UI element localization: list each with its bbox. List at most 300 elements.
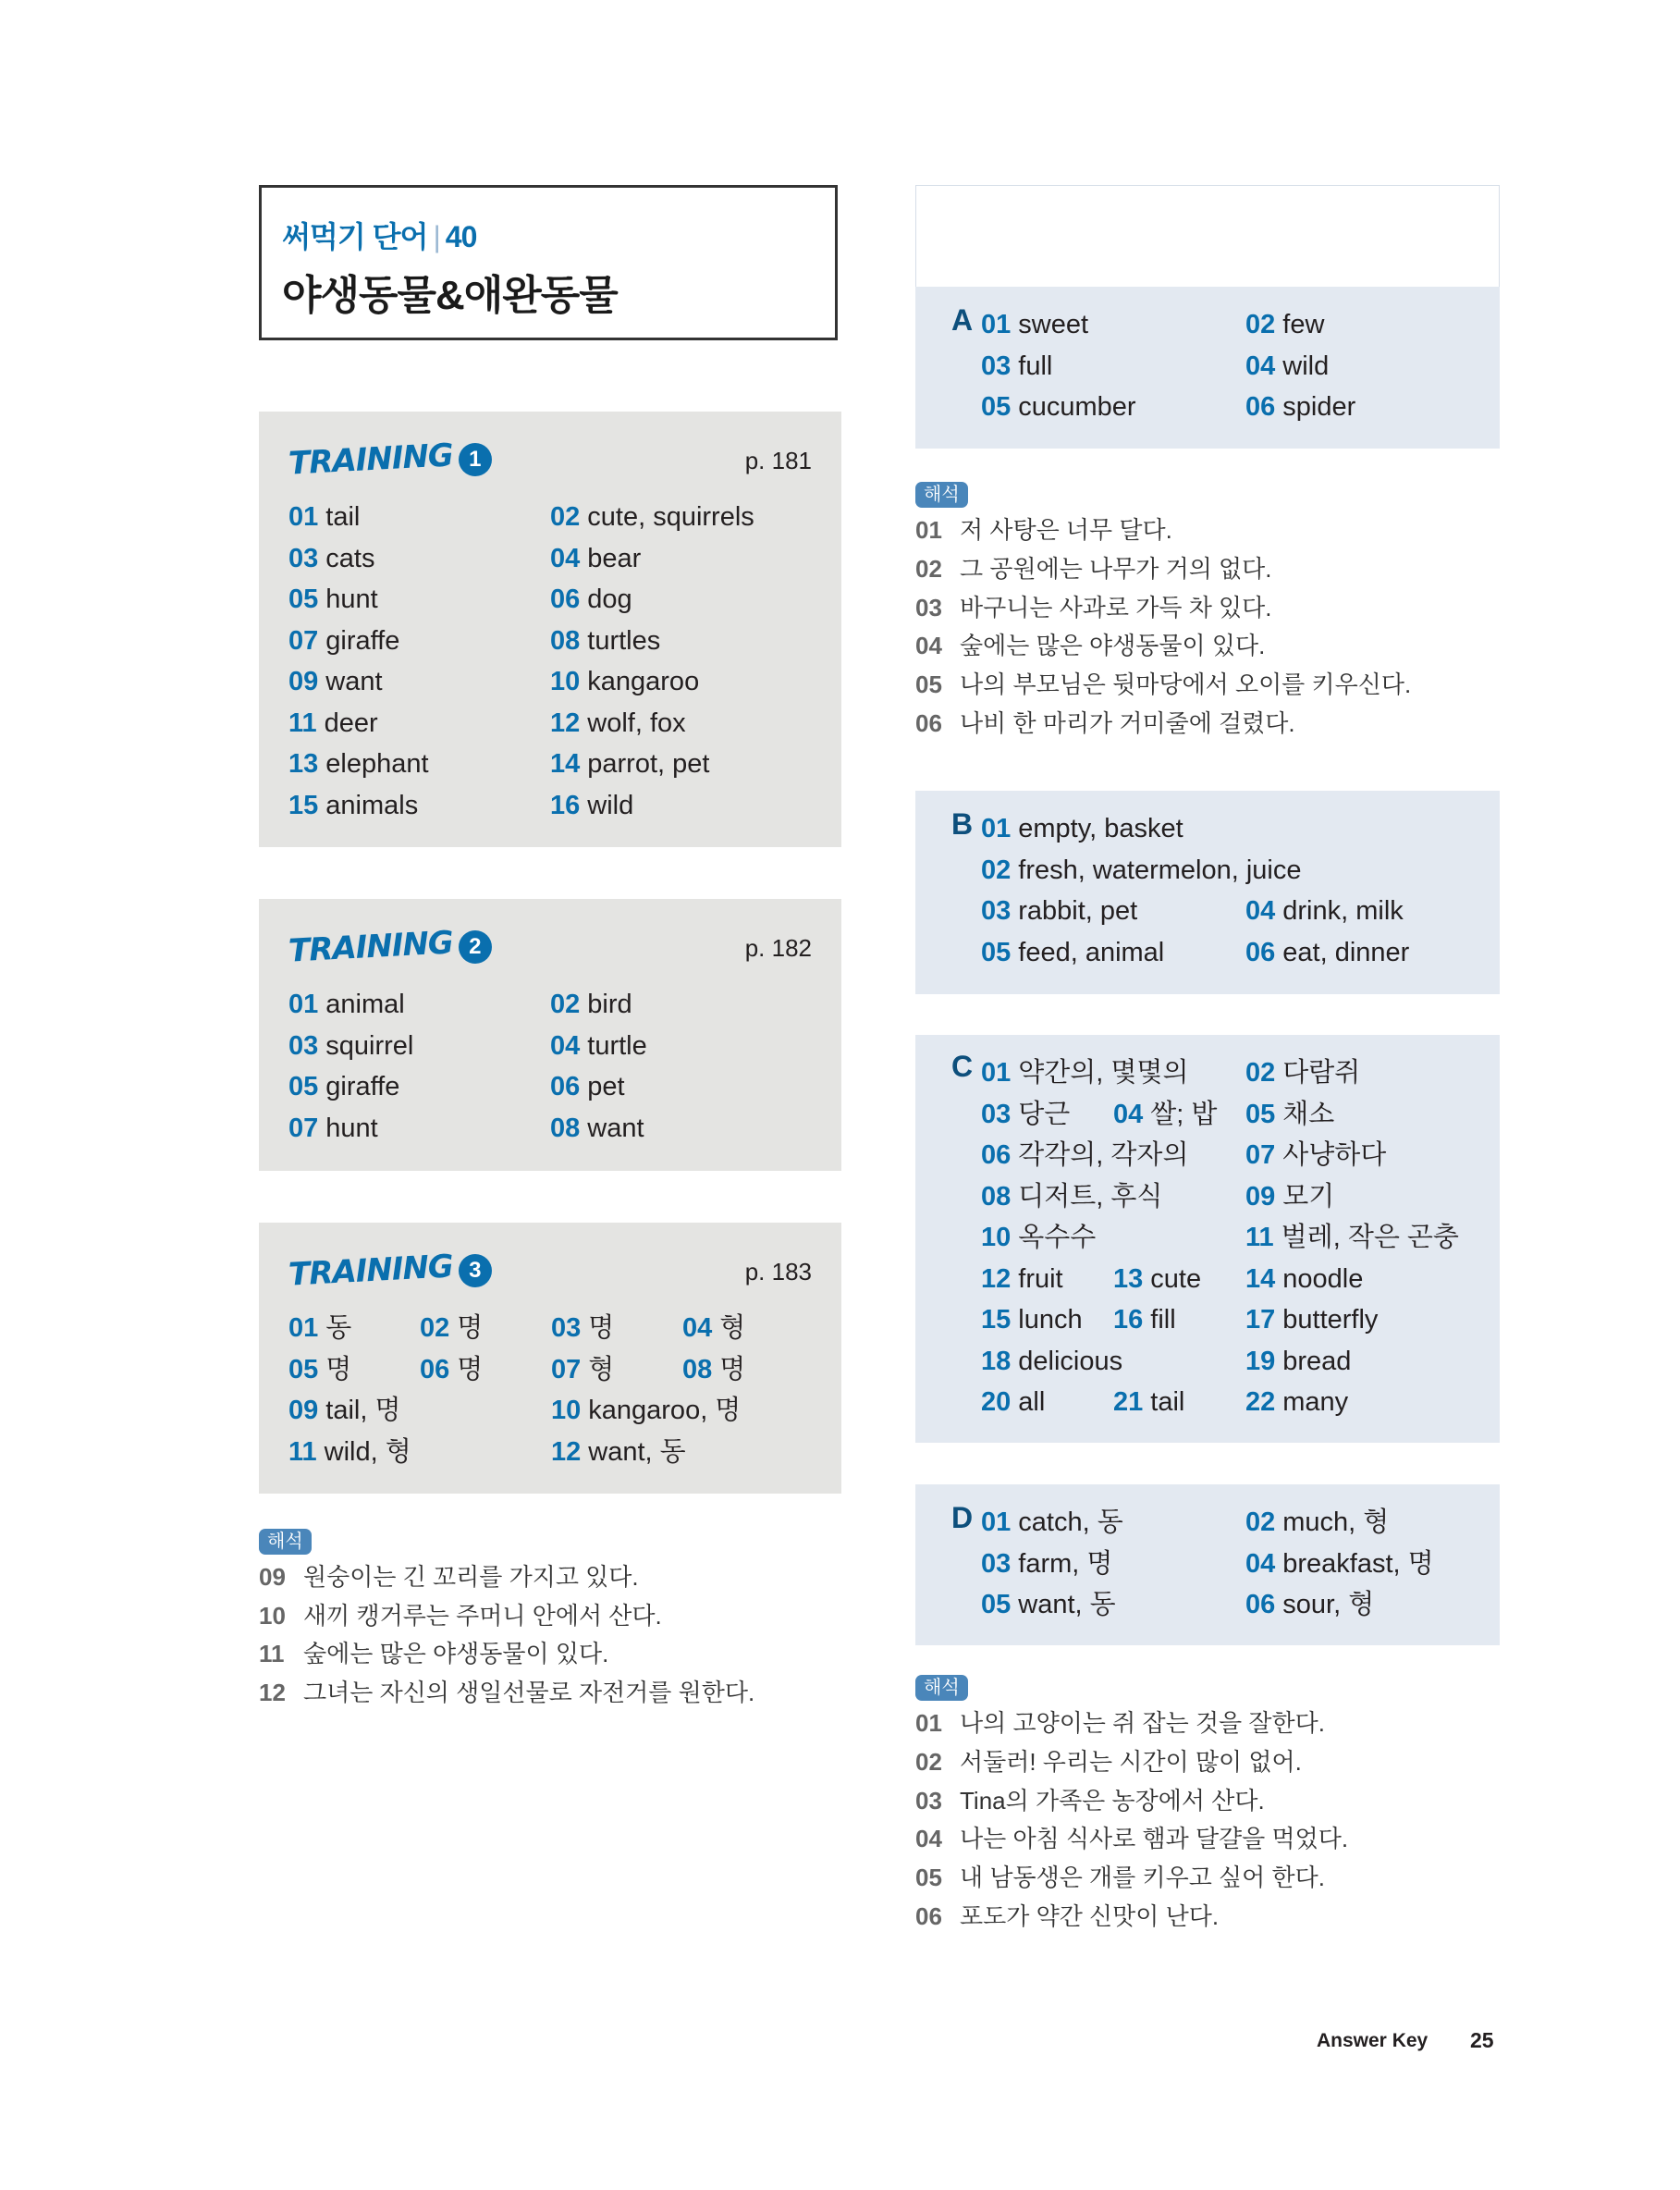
answer-number: 06: [550, 584, 581, 614]
answer-text: full: [1018, 351, 1053, 381]
answer-item: [981, 1052, 1189, 1094]
answer-number: 09: [1245, 1181, 1276, 1212]
translation-line: [915, 589, 1411, 628]
answer-number: 16: [1113, 1305, 1144, 1335]
answer-item: [288, 1390, 420, 1432]
training-logo: TRAINING: [288, 924, 454, 970]
translation-line: [259, 1635, 754, 1674]
answer-number: 03: [981, 351, 1012, 381]
training-logo: TRAINING: [288, 437, 454, 483]
series-label: 써먹기 단어: [282, 220, 428, 253]
translation-text: 저 사탕은 너무 달다.: [960, 516, 1172, 544]
answer-text: bread: [1282, 1346, 1352, 1376]
answer-item: [981, 1217, 1113, 1259]
answer-number: 01: [981, 1058, 1012, 1088]
training-3-grid: [288, 1308, 814, 1472]
empty-cell: [1113, 1217, 1245, 1259]
answer-number: 22: [1245, 1387, 1276, 1417]
answer-number: 01: [981, 814, 1012, 843]
answer-text: 디저트, 후식: [1018, 1181, 1163, 1212]
training-2-box: [259, 899, 841, 1171]
answer-number: 15: [288, 790, 319, 820]
answer-text: fill: [1150, 1305, 1176, 1335]
section-b-grid: [981, 808, 1410, 973]
answer-text: farm, 명: [1018, 1548, 1113, 1579]
translation-number: 11: [259, 1640, 285, 1667]
training-heading: [288, 437, 492, 483]
answer-text: fruit: [1018, 1263, 1063, 1294]
answer-number: 19: [1245, 1346, 1276, 1376]
translation-line: [915, 627, 1411, 666]
answer-number: 05: [981, 392, 1012, 422]
answer-number: 08: [550, 625, 581, 656]
answer-number: 17: [1245, 1305, 1276, 1335]
empty-cell: [420, 1390, 551, 1432]
training-number-badge: 2: [459, 930, 492, 964]
section-letter: C: [951, 1050, 974, 1083]
translation-number: 04: [915, 632, 942, 660]
answer-number: 02: [550, 990, 581, 1019]
answer-item: [1245, 1217, 1459, 1259]
training-1-grid: [288, 497, 812, 826]
answer-item: [981, 808, 1183, 850]
answer-item: [981, 1544, 1113, 1585]
answer-text: breakfast, 명: [1282, 1548, 1434, 1579]
answer-number: 10: [550, 667, 581, 696]
answer-item: [682, 1308, 814, 1349]
section-letter: D: [951, 1501, 974, 1534]
answer-item: [550, 785, 812, 827]
answer-text: 벌레, 작은 곤충: [1281, 1223, 1459, 1252]
training-heading: [288, 924, 492, 970]
translation-text: 바구니는 사과로 가득 차 있다.: [960, 593, 1272, 621]
empty-cell: [1113, 1052, 1245, 1094]
answer-number: 12: [551, 1436, 582, 1467]
answer-number: 08: [682, 1354, 713, 1384]
page-reference: p. 181: [744, 447, 812, 474]
answer-number: 04: [550, 543, 581, 573]
translation-number: 05: [915, 1864, 942, 1892]
empty-cell: [1113, 891, 1245, 932]
answer-item: [981, 1259, 1113, 1300]
answer-number: 10: [551, 1396, 582, 1425]
answer-item: [981, 1135, 1189, 1176]
answer-item: [1245, 1135, 1387, 1176]
empty-cell: [682, 1390, 814, 1432]
answer-number: 03: [981, 896, 1012, 926]
answer-text: turtle: [587, 1030, 647, 1061]
answer-text: much, 형: [1282, 1507, 1390, 1537]
answer-number: 04: [1245, 896, 1276, 926]
answer-item: [551, 1308, 682, 1349]
answer-item: [1245, 1094, 1378, 1136]
answer-text: deer: [324, 707, 378, 738]
answer-text: fresh, watermelon, juice: [1018, 855, 1302, 885]
translation-line: [915, 1782, 1348, 1821]
answer-number: 05: [288, 1072, 319, 1101]
empty-cell: [1113, 1341, 1245, 1383]
answer-item: [1245, 1259, 1378, 1300]
training-1-box: [259, 412, 841, 847]
empty-cell: [1245, 808, 1378, 850]
answer-number: 03: [551, 1313, 582, 1343]
translation-number: 05: [915, 671, 942, 699]
answer-item: [288, 1026, 550, 1067]
answer-number: 03: [288, 543, 319, 573]
answer-number: 20: [981, 1387, 1012, 1417]
answer-number: 16: [550, 790, 581, 820]
translation-section-d: [915, 1672, 1348, 1937]
answer-item: [981, 850, 1302, 892]
answer-number: 04: [1245, 1548, 1276, 1579]
answer-text: feed, animal: [1018, 937, 1165, 967]
answer-text: cute, squirrels: [587, 502, 754, 532]
answer-item: [981, 387, 1136, 428]
answer-text: elephant: [325, 749, 429, 779]
answer-text: 동: [325, 1313, 352, 1343]
answer-item: [288, 1108, 550, 1150]
answer-item: [1245, 1544, 1434, 1585]
training-logo: TRAINING: [288, 1248, 454, 1294]
blank-header-box: [915, 185, 1500, 287]
answer-item: [981, 304, 1113, 346]
empty-cell: [1113, 346, 1245, 388]
empty-cell: [1113, 1502, 1245, 1544]
answer-item: [1245, 346, 1378, 388]
translation-number: 02: [915, 554, 942, 583]
answer-number: 21: [1113, 1387, 1144, 1417]
translation-badge: 해석: [915, 1675, 968, 1701]
empty-cell: [682, 1432, 814, 1473]
answer-number: 06: [1245, 937, 1276, 967]
answer-item: [1245, 891, 1404, 932]
answer-text: 명: [457, 1313, 484, 1343]
answer-number: 01: [981, 1507, 1012, 1537]
answer-number: 05: [288, 584, 319, 614]
answer-item: [551, 1349, 682, 1391]
answer-item: [1245, 1299, 1378, 1341]
answer-text: 모기: [1282, 1181, 1335, 1212]
answer-item: [288, 538, 550, 580]
answer-number: 09: [288, 667, 319, 696]
answer-text: rabbit, pet: [1018, 896, 1138, 926]
translation-text: 나의 부모님은 뒷마당에서 오이를 키우신다.: [960, 671, 1412, 699]
answer-text: animal: [325, 990, 405, 1019]
answer-text: hunt: [325, 1113, 378, 1143]
answer-number: 06: [550, 1072, 581, 1101]
empty-cell: [1245, 850, 1378, 892]
answer-item: [981, 891, 1138, 932]
empty-cell: [1113, 850, 1245, 892]
answer-number: 04: [550, 1030, 581, 1061]
training-2-grid: [288, 984, 812, 1149]
answer-item: [981, 1094, 1113, 1136]
translation-number: 01: [915, 516, 942, 544]
training-3-box: [259, 1223, 841, 1494]
answer-number: 18: [981, 1346, 1012, 1376]
training-number-badge: 3: [459, 1254, 492, 1287]
section-c-box: [915, 1035, 1500, 1443]
answer-number: 05: [981, 937, 1012, 967]
answer-text: 옥수수: [1018, 1223, 1097, 1252]
answer-text: tail, 명: [325, 1396, 401, 1425]
translation-number: 06: [915, 1901, 942, 1930]
answer-number: 06: [420, 1354, 450, 1384]
answer-text: 형: [588, 1354, 615, 1384]
empty-cell: [1113, 932, 1245, 974]
answer-item: [1245, 387, 1378, 428]
answer-number: 03: [981, 1099, 1012, 1129]
answer-number: 01: [288, 990, 319, 1019]
answer-number: 12: [550, 707, 581, 738]
answer-text: bear: [587, 543, 642, 573]
answer-item: [981, 1502, 1123, 1544]
answer-text: eat, dinner: [1282, 937, 1410, 967]
answer-text: cats: [325, 543, 375, 573]
answer-item: [288, 1432, 420, 1473]
translation-badge: 해석: [259, 1529, 312, 1555]
footer-label: Answer Key: [1317, 2030, 1429, 2051]
answer-number: 04: [1245, 351, 1276, 381]
answer-text: 약간의, 몇몇의: [1018, 1058, 1189, 1088]
answer-number: 02: [1245, 310, 1276, 339]
answer-text: wild: [587, 790, 634, 820]
answer-text: all: [1018, 1387, 1046, 1417]
answer-text: want: [325, 667, 383, 696]
answer-text: 각각의, 각자의: [1018, 1140, 1189, 1170]
answer-text: turtles: [587, 625, 661, 656]
answer-number: 10: [981, 1223, 1012, 1252]
empty-cell: [420, 1432, 551, 1473]
answer-number: 06: [981, 1140, 1012, 1170]
answer-text: few: [1282, 310, 1325, 339]
translation-number: 03: [915, 1786, 942, 1815]
answer-item: [981, 1382, 1113, 1423]
translation-text: 내 남동생은 개를 키우고 싶어 한다.: [960, 1864, 1325, 1892]
answer-item: [981, 932, 1165, 974]
answer-item: [288, 579, 550, 621]
translation-text: 숲에는 많은 야생동물이 있다.: [303, 1640, 609, 1667]
translation-number: 01: [915, 1709, 942, 1737]
answer-item: [1245, 932, 1410, 974]
answer-item: [420, 1349, 551, 1391]
answer-number: 08: [981, 1181, 1012, 1212]
answer-text: cucumber: [1018, 392, 1136, 422]
answer-item: [288, 1066, 550, 1108]
answer-text: tail: [1150, 1387, 1185, 1417]
answer-text: want, 동: [588, 1436, 686, 1467]
answer-item: [981, 1341, 1123, 1383]
translation-line: [915, 550, 1411, 589]
answer-text: animals: [325, 790, 419, 820]
answer-item: [550, 661, 812, 703]
lesson-header: [259, 185, 838, 340]
lesson-title: 야생동물&애완동물: [282, 273, 618, 318]
translation-text: 그녀는 자신의 생일선물로 자전거를 원한다.: [303, 1678, 755, 1706]
answer-item: [1113, 1259, 1245, 1300]
answer-number: 11: [288, 707, 317, 738]
section-d-box: [915, 1484, 1500, 1645]
answer-item: [288, 703, 550, 744]
answer-item: [551, 1390, 742, 1432]
answer-item: [288, 984, 550, 1026]
answer-item: [1245, 1382, 1378, 1423]
translation-line: [915, 705, 1411, 744]
answer-number: 01: [981, 310, 1012, 339]
answer-number: 07: [551, 1354, 582, 1384]
empty-cell: [1113, 808, 1245, 850]
translation-line: [915, 1859, 1348, 1898]
answer-number: 08: [550, 1113, 581, 1143]
translation-number: 10: [259, 1601, 286, 1630]
translation-number: 02: [915, 1747, 942, 1776]
answer-number: 01: [288, 1313, 319, 1343]
answer-item: [550, 579, 812, 621]
answer-text: 사냥하다: [1282, 1140, 1387, 1170]
answer-item: [288, 785, 550, 827]
answer-item: [550, 984, 812, 1026]
answer-item: [550, 703, 812, 744]
answer-number: 05: [288, 1354, 319, 1384]
translation-text: 서둘러! 우리는 시간이 많이 없어.: [960, 1747, 1302, 1776]
lesson-number: 40: [445, 220, 477, 253]
training-heading: [288, 1248, 492, 1294]
answer-number: 12: [981, 1263, 1012, 1294]
answer-number: 13: [1113, 1263, 1144, 1294]
answer-text: wild, 형: [324, 1436, 411, 1467]
answer-text: dog: [587, 584, 632, 614]
answer-item: [550, 1026, 812, 1067]
page-reference: p. 182: [744, 934, 812, 962]
answer-text: giraffe: [325, 1072, 400, 1101]
answer-text: 형: [719, 1313, 746, 1343]
answer-text: many: [1282, 1387, 1349, 1417]
translation-number: 03: [915, 593, 942, 621]
page-number: 25: [1470, 2028, 1494, 2052]
lesson-series: [282, 214, 476, 256]
translation-text: 포도가 약간 신맛이 난다.: [960, 1901, 1220, 1930]
answer-text: tail: [325, 502, 361, 532]
answer-text: want, 동: [1018, 1590, 1116, 1619]
answer-item: [981, 346, 1113, 388]
answer-text: catch, 동: [1018, 1507, 1123, 1537]
answer-text: wolf, fox: [587, 707, 686, 738]
answer-item: [1113, 1094, 1245, 1136]
translation-line: [259, 1558, 754, 1597]
answer-number: 15: [981, 1305, 1012, 1335]
section-a-box: [915, 287, 1500, 449]
answer-item: [1245, 1176, 1378, 1218]
empty-cell: [1113, 1135, 1245, 1176]
answer-text: parrot, pet: [587, 749, 710, 779]
answer-text: delicious: [1018, 1346, 1123, 1376]
answer-item: [981, 1584, 1116, 1626]
page-reference: p. 183: [744, 1258, 812, 1286]
answer-number: 14: [550, 749, 581, 779]
answer-number: 04: [682, 1313, 713, 1343]
answer-item: [682, 1349, 814, 1391]
answer-text: sweet: [1018, 310, 1089, 339]
answer-item: [550, 1066, 812, 1108]
translation-text: 새끼 캥거루는 주머니 안에서 산다.: [303, 1601, 662, 1630]
answer-text: 명: [588, 1313, 615, 1343]
translation-number: 09: [259, 1563, 286, 1591]
answer-number: 14: [1245, 1263, 1276, 1294]
answer-text: empty, basket: [1018, 814, 1183, 843]
translation-training-3: [259, 1526, 754, 1712]
answer-text: 채소: [1282, 1099, 1335, 1129]
answer-item: [288, 497, 550, 538]
answer-text: 명: [325, 1354, 352, 1384]
answer-text: 당근: [1018, 1099, 1071, 1129]
answer-number: 07: [288, 1113, 319, 1143]
translation-line: [915, 511, 1411, 550]
answer-item: [981, 1176, 1163, 1218]
answer-item: [550, 621, 812, 662]
answer-item: [981, 1299, 1113, 1341]
answer-number: 05: [1245, 1099, 1276, 1129]
answer-item: [1245, 1052, 1378, 1094]
answer-number: 04: [1113, 1099, 1144, 1129]
answer-item: [420, 1308, 551, 1349]
empty-cell: [1113, 1544, 1245, 1585]
translation-line: [915, 666, 1411, 705]
translation-text: 원숭이는 긴 꼬리를 가지고 있다.: [303, 1563, 639, 1591]
answer-text: 명: [719, 1354, 746, 1384]
answer-text: cute: [1150, 1263, 1202, 1294]
empty-cell: [1113, 1176, 1245, 1218]
answer-item: [288, 744, 550, 785]
answer-number: 02: [420, 1313, 450, 1343]
answer-number: 11: [1245, 1223, 1274, 1252]
answer-item: [550, 1108, 812, 1150]
translation-number: 12: [259, 1678, 286, 1706]
answer-number: 03: [288, 1030, 319, 1061]
translation-number: 06: [915, 708, 942, 737]
translation-line: [915, 1743, 1348, 1782]
empty-cell: [1113, 387, 1245, 428]
answer-item: [288, 1308, 420, 1349]
answer-item: [288, 1349, 420, 1391]
answer-text: drink, milk: [1282, 896, 1404, 926]
answer-number: 01: [288, 502, 319, 532]
section-letter: A: [951, 303, 974, 337]
empty-cell: [1113, 304, 1245, 346]
answer-text: hunt: [325, 584, 378, 614]
empty-cell: [1113, 1584, 1245, 1626]
translation-line: [915, 1704, 1348, 1743]
translation-text: 나의 고양이는 쥐 잡는 것을 잘한다.: [960, 1709, 1325, 1737]
answer-number: 02: [981, 855, 1012, 885]
section-b-box: [915, 791, 1500, 994]
translation-line: [915, 1898, 1348, 1937]
answer-item: [550, 538, 812, 580]
answer-number: 02: [1245, 1507, 1276, 1537]
translation-text: 나비 한 마리가 거미줄에 걸렸다.: [960, 708, 1295, 737]
answer-item: [551, 1432, 686, 1473]
answer-number: 07: [1245, 1140, 1276, 1170]
translation-line: [259, 1674, 754, 1713]
answer-number: 02: [550, 502, 581, 532]
answer-text: want: [587, 1113, 644, 1143]
answer-text: pet: [587, 1072, 625, 1101]
answer-item: [1113, 1299, 1245, 1341]
answer-number: 07: [288, 625, 319, 656]
answer-text: bird: [587, 990, 632, 1019]
answer-number: 06: [1245, 392, 1276, 422]
answer-text: giraffe: [325, 625, 400, 656]
answer-text: noodle: [1282, 1263, 1364, 1294]
